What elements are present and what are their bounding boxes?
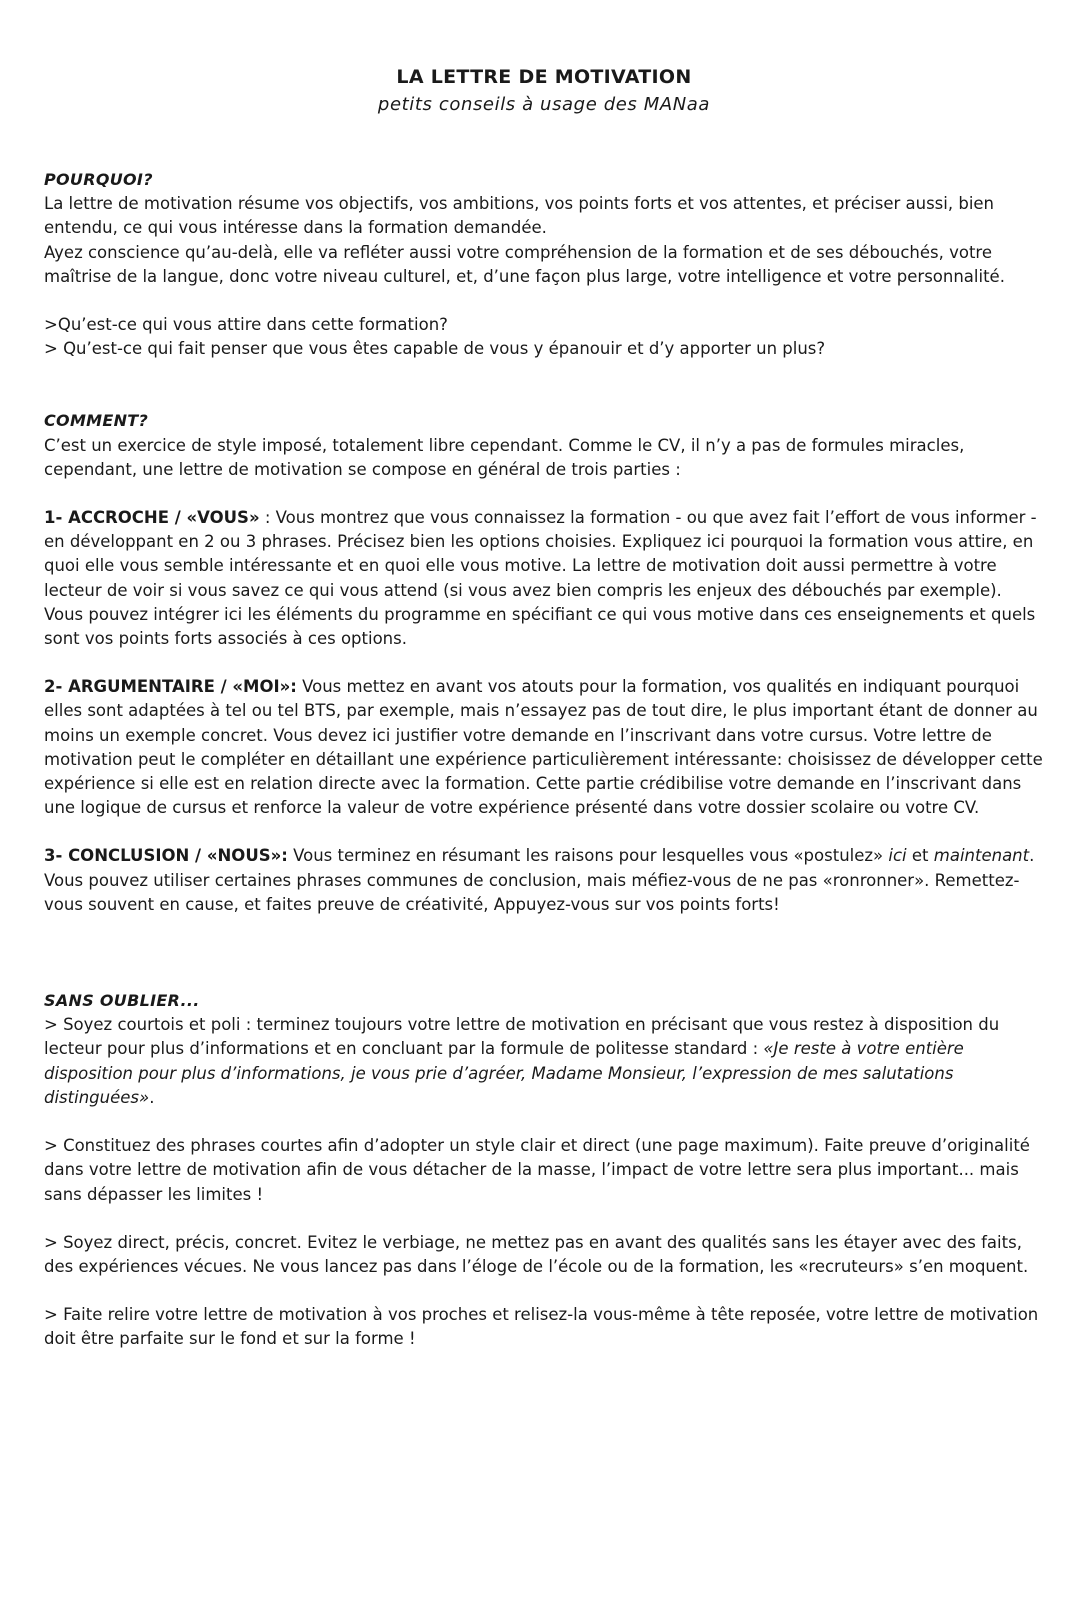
sans-oublier-paragraph-4: > Faite relire votre lettre de motivation à vos proches et relisez-la vous-même à tête reposée, votre lettre de motivation doit être parfaite sur le fond et sur la forme ! [44, 1305, 1039, 1349]
tip-1-quote: «Je reste à votre entière disposition pour plus d’informations, je vous prie d’agréer, Madame Monsieur, l’expression de mes salutations distinguées» [44, 1039, 964, 1107]
comment-part-2 [44, 675, 1044, 820]
pourquoi-question-1: >Qu’est-ce qui vous attire dans cette formation? [44, 315, 448, 335]
tip-1-end: . [149, 1087, 155, 1107]
part-1-text: : Vous montrez que vous connaissez la formation - ou que avez fait l’effort de vous informer - en développant en 2 ou 3 phrases. Précisez bien les options choisies. Expliquez ici pourquoi la formation vous attire, en quoi elle vous semble intéressante et en quoi elle vous motive. La lettre de motivation doit aussi permettre à votre lecteur de voir si vous savez ce qui vous attend (si vous avez bien compris les enjeux des débouchés par exemple). Vous pouvez intégrer ici les éléments du programme en spécifiant ce qui vous motive dans ces enseignements et quels sont vos points forts associés à ces options. [44, 508, 1037, 649]
part-3-text-b: . Vous pouvez utiliser certaines phrases communes de conclusion, mais méfiez-vous de ne pas «ronronner». Remettez-vous souvent en cause, et faites preuve de créativité, Appuyez-vous sur vos points forts! [44, 846, 1035, 914]
section-heading-pourquoi: POURQUOI? [44, 170, 153, 189]
tip-1-text: > Soyez courtois et poli : terminez toujours votre lettre de motivation en précisant que vous restez à disposition du lecteur pour plus d’informations et en concluant par la formule de politesse standard : [44, 1015, 1000, 1059]
comment-part-1 [44, 506, 1044, 651]
part-3-maintenant: maintenant [933, 846, 1030, 866]
sans-oublier-paragraph-3: > Soyez direct, précis, concret. Evitez le verbiage, ne mettez pas en avant des qualités sans les étayer avec des faits, des expériences vécues. Ne vous lancez pas dans l’éloge de l’école ou de la formation, les «recruteurs» s’en moquent. [44, 1232, 1029, 1276]
part-1-label: 1- ACCROCHE / «VOUS» [44, 508, 260, 528]
comment-part-3 [44, 844, 1044, 917]
part-3-et: et [906, 846, 934, 866]
document-body [44, 168, 1044, 1352]
section-heading-comment: COMMENT? [44, 411, 149, 431]
part-2-text: Vous mettez en avant vos atouts pour la formation, vos qualités en indiquant pourquoi elles sont adaptées à tel ou tel BTS, par exemple, mais n’essayez pas de tout dire, le plus important étant de donner au moins un exemple concret. Vous devez ici justifier votre demande en l’inscrivant dans votre cursus. Votre lettre de motivation peut le compléter en détaillant une expérience particulièrement intéressante: choisissez de développer cette expérience si elle est en relation directe avec la formation. Cette partie crédibilise votre demande en l’inscrivant dans une logique de cursus et renforce la valeur de votre expérience présenté dans votre dossier scolaire ou votre CV. [44, 677, 1043, 818]
pourquoi-question-2: > Qu’est-ce qui fait penser que vous êtes capable de vous y épanouir et d’y apporter un plus? [44, 339, 826, 359]
page-title: LA LETTRE DE MOTIVATION [396, 66, 692, 88]
pourquoi-paragraph-1: La lettre de motivation résume vos objectifs, vos ambitions, vos points forts et vos attentes, et préciser aussi, bien entendu, ce qui vous intéresse dans la formation demandée. [44, 194, 995, 238]
part-2-label: 2- ARGUMENTAIRE / «MOI»: [44, 677, 297, 697]
page-subtitle: petits conseils à usage des MANaa [377, 94, 711, 115]
sans-oublier-paragraph-1 [44, 1013, 1044, 1110]
part-3-ici: ici [888, 846, 907, 866]
section-heading-sans-oublier: SANS OUBLIER... [44, 991, 200, 1011]
comment-intro: C’est un exercice de style imposé, totalement libre cependant. Comme le CV, il n’y a pas de formules miracles, cependant, une lettre de motivation se compose en général de trois parties : [44, 435, 965, 479]
part-3-label: 3- CONCLUSION / «NOUS»: [44, 846, 288, 866]
part-3-text-a: Vous terminez en résumant les raisons pour lesquelles vous «postulez» [287, 846, 889, 866]
sans-oublier-paragraph-2: > Constituez des phrases courtes afin d’adopter un style clair et direct (une page maximum). Faite preuve d’originalité dans votre lettre de motivation afin de vous détacher de la masse, l’impact de votre lettre sera plus important... mais sans dépasser les limites ! [44, 1136, 1030, 1204]
pourquoi-paragraph-2: Ayez conscience qu’au-delà, elle va refléter aussi votre compréhension de la formation et de ses débouchés, votre maîtrise de la langue, donc votre niveau culturel, et, d’une façon plus large, votre intelligence et votre personnalité. [44, 242, 1005, 286]
